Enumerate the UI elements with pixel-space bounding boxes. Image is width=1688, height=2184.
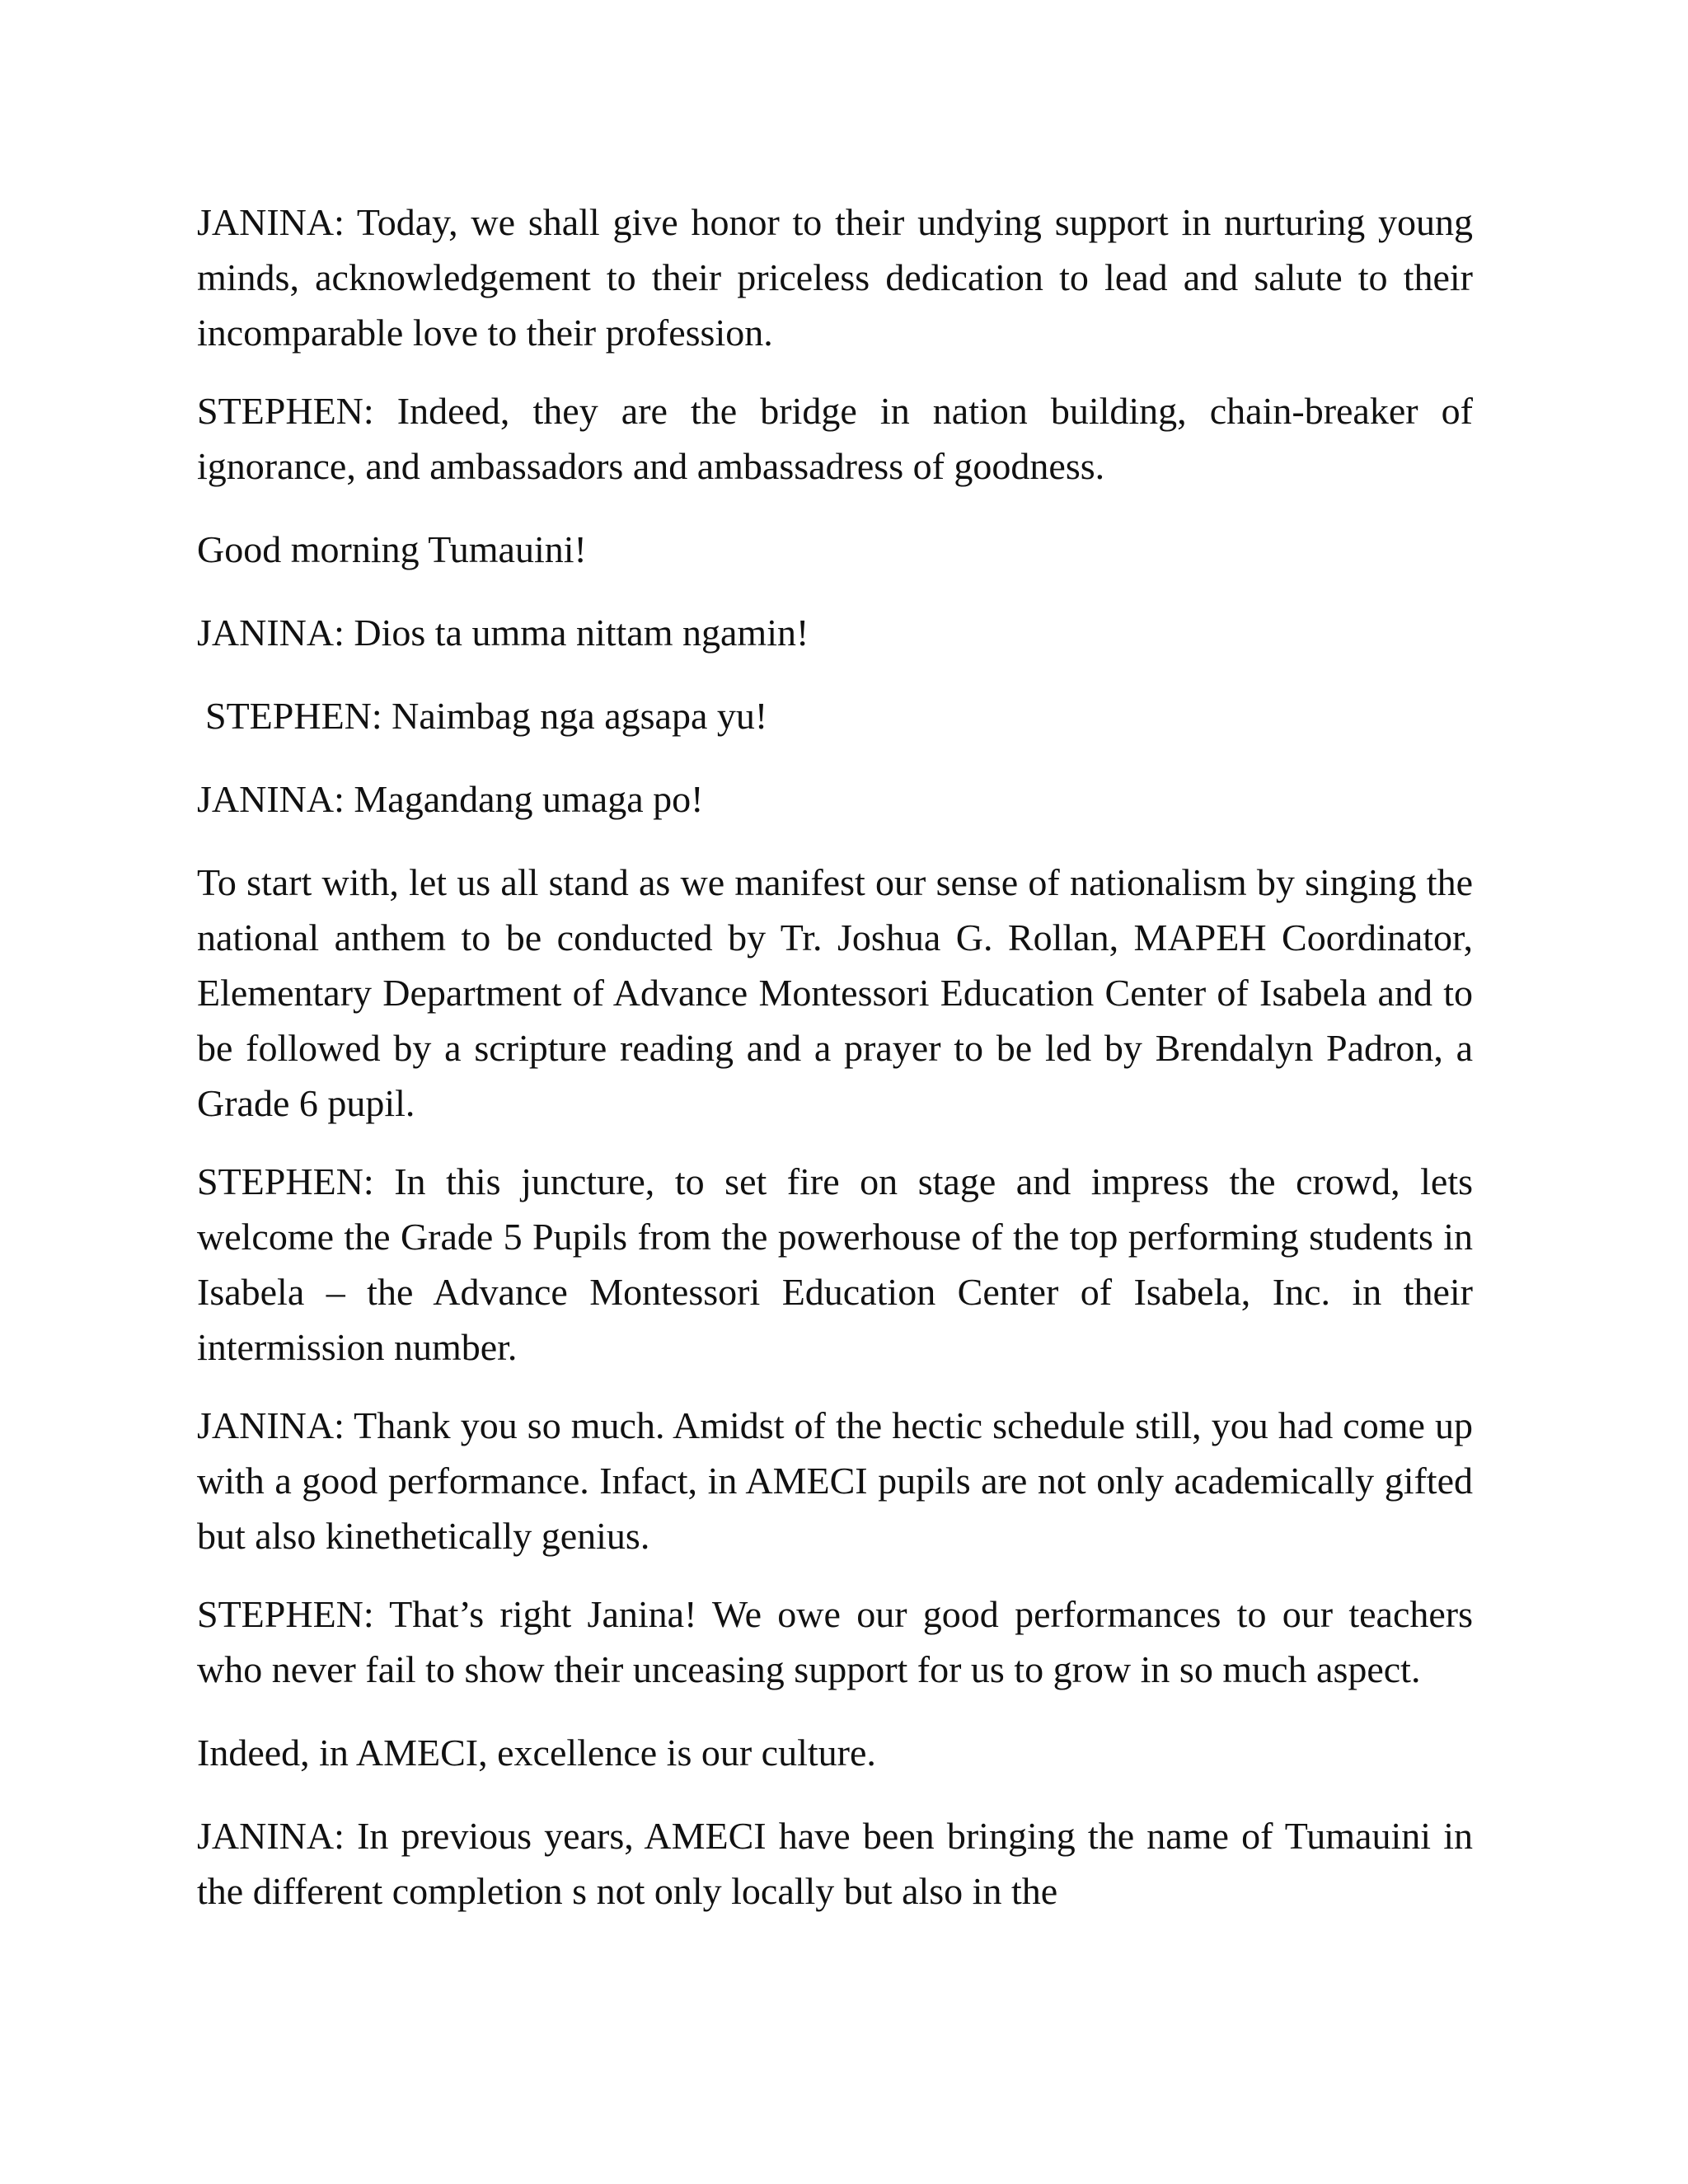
paragraph-national-anthem: To start with, let us all stand as we manifest our sense of nationalism by singing the national anthem to be conducted by Tr. Joshua G. Rollan, MAPEH Coordinator, Elementary Department of Advance Montessori Education Center of Isabela and to be followed by a scripture reading and a prayer to be led by Brendalyn Padron, a Grade 6 pupil. — [197, 861, 1473, 1124]
paragraph-janina-thank-you: JANINA: Thank you so much. Amidst of the hectic schedule still, you had come up with a good performance. Infact, in AMECI pupils are not only academically gifted but also kinethetically genius. — [197, 1404, 1473, 1557]
script-body — [197, 194, 1473, 1919]
paragraph-stephen-juncture: STEPHEN: In this juncture, to set fire on stage and impress the crowd, lets welcome the Grade 5 Pupils from the powerhouse of the top performing students in Isabela – the Advance Montessori Education Center of Isabela, Inc. in their intermission number. — [197, 1160, 1473, 1368]
paragraph-excellence: Indeed, in AMECI, excellence is our culture. — [197, 1732, 876, 1774]
paragraph-stephen-bridge: STEPHEN: Indeed, they are the bridge in nation building, chain-breaker of ignorance, and ambassadors and ambassadress of goodness. — [197, 390, 1473, 487]
paragraph-janina-magandang: JANINA: Magandang umaga po! — [197, 778, 704, 820]
paragraph-good-morning: Good morning Tumauini! — [197, 528, 587, 570]
paragraph-janina-honor: JANINA: Today, we shall give honor to their undying support in nurturing young minds, acknowledgement to their priceless dedication to lead and salute to their incomparable love to their profession. — [197, 201, 1473, 354]
paragraph-janina-dios: JANINA: Dios ta umma nittam ngamin! — [197, 612, 809, 654]
paragraph-stephen-naimbag: STEPHEN: Naimbag nga agsapa yu! — [205, 695, 768, 737]
paragraph-stephen-thats-right: STEPHEN: That’s right Janina! We owe our good performances to our teachers who never fail to show their unceasing support for us to grow in so much aspect. — [197, 1593, 1473, 1690]
paragraph-janina-previous-years: JANINA: In previous years, AMECI have been bringing the name of Tumauini in the different completion s not only locally but also in the — [197, 1815, 1473, 1912]
